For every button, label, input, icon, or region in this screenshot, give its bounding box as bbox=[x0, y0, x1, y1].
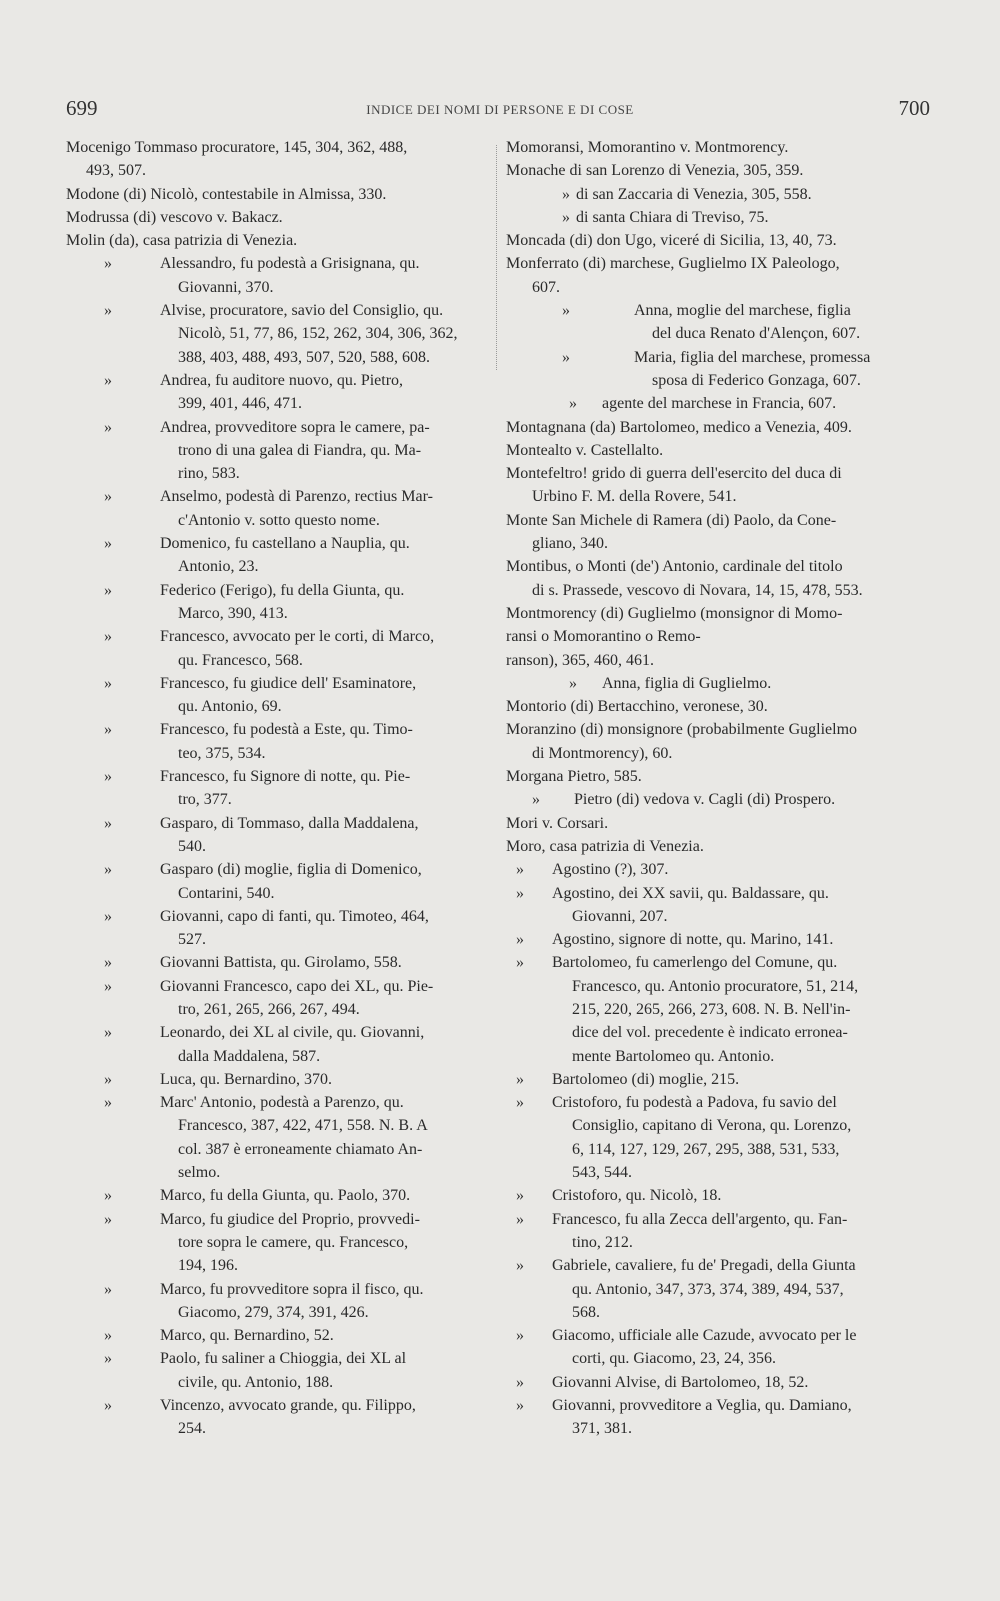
ditto-mark: » bbox=[104, 1327, 112, 1345]
index-entry bbox=[506, 718, 934, 765]
ditto-mark: » bbox=[104, 1187, 112, 1205]
ditto-mark: » bbox=[516, 1187, 524, 1205]
page-header bbox=[0, 96, 1000, 126]
entry-line: selmo. bbox=[178, 1164, 221, 1182]
entry-line: Luca, qu. Bernardino, 370. bbox=[160, 1070, 332, 1088]
entry-line: 493, 507. bbox=[86, 162, 146, 180]
entry-line: Francesco, fu Signore di notte, qu. Pie- bbox=[160, 768, 411, 786]
index-entry bbox=[506, 252, 934, 299]
index-entry bbox=[506, 1324, 934, 1371]
index-entry bbox=[506, 672, 934, 695]
index-entry bbox=[506, 858, 934, 881]
index-entry bbox=[66, 136, 486, 183]
index-entry bbox=[506, 462, 934, 509]
entry-line: di s. Prassede, vescovo di Novara, 14, 15, 478, 553. bbox=[532, 581, 863, 599]
entry-line: Giovanni Alvise, di Bartolomeo, 18, 52. bbox=[552, 1373, 809, 1391]
index-entry bbox=[506, 695, 934, 718]
right-column bbox=[506, 136, 934, 1441]
ditto-mark: » bbox=[104, 302, 112, 320]
ditto-mark: » bbox=[516, 1070, 524, 1088]
index-entry bbox=[66, 206, 486, 229]
index-entry bbox=[506, 882, 934, 929]
index-entry bbox=[506, 1184, 934, 1207]
entry-line: Agostino (?), 307. bbox=[552, 861, 669, 879]
entry-line: 607. bbox=[532, 278, 560, 296]
ditto-mark: » bbox=[104, 1210, 112, 1228]
index-entry bbox=[66, 1208, 486, 1278]
entry-line: Giovanni, provveditore a Veglia, qu. Damiano, bbox=[552, 1397, 852, 1415]
entry-line: del duca Renato d'Alençon, 607. bbox=[652, 325, 861, 343]
entry-line: Urbino F. M. della Rovere, 541. bbox=[532, 488, 737, 506]
entry-line: Federico (Ferigo), fu della Giunta, qu. bbox=[160, 581, 405, 599]
index-entry bbox=[66, 532, 486, 579]
entry-line: Monferrato (di) marchese, Guglielmo IX Paleologo, bbox=[506, 255, 840, 273]
entry-line: Paolo, fu saliner a Chioggia, dei XL al bbox=[160, 1350, 407, 1368]
ditto-mark: » bbox=[569, 395, 577, 413]
entry-line: tro, 377. bbox=[178, 791, 232, 809]
index-entry bbox=[506, 835, 934, 858]
entry-line: teo, 375, 534. bbox=[178, 744, 266, 762]
entry-line: Molin (da), casa patrizia di Venezia. bbox=[66, 232, 298, 250]
entry-line: mente Bartolomeo qu. Antonio. bbox=[572, 1047, 775, 1065]
ditto-mark: » bbox=[532, 791, 540, 809]
entry-line: Marc' Antonio, podestà a Parenzo, qu. bbox=[160, 1094, 404, 1112]
index-entry bbox=[66, 812, 486, 859]
index-entry bbox=[66, 183, 486, 206]
index-entry bbox=[506, 1394, 934, 1441]
column-divider bbox=[496, 145, 497, 370]
entry-line: Francesco, 387, 422, 471, 558. N. B. A bbox=[178, 1117, 428, 1135]
ditto-mark: » bbox=[104, 814, 112, 832]
entry-line: Monte San Michele di Ramera (di) Paolo, da Cone- bbox=[506, 511, 837, 529]
ditto-mark: » bbox=[516, 1327, 524, 1345]
index-entry bbox=[66, 1394, 486, 1441]
index-entry bbox=[66, 579, 486, 626]
index-entry bbox=[66, 1278, 486, 1325]
entry-line: qu. Francesco, 568. bbox=[178, 651, 303, 669]
index-entry bbox=[506, 183, 934, 206]
ditto-mark: » bbox=[104, 1070, 112, 1088]
page-number-right: 700 bbox=[898, 96, 930, 120]
entry-line: 527. bbox=[178, 931, 206, 949]
index-entry bbox=[506, 509, 934, 556]
ditto-mark: » bbox=[104, 418, 112, 436]
entry-line: Cristoforo, qu. Nicolò, 18. bbox=[552, 1187, 722, 1205]
entry-line: Leonardo, dei XL al civile, qu. Giovanni, bbox=[160, 1024, 425, 1042]
page-number-left: 699 bbox=[66, 96, 98, 120]
ditto-mark: » bbox=[516, 1210, 524, 1228]
entry-line: Monache di san Lorenzo di Venezia, 305, 359. bbox=[506, 162, 804, 180]
index-entry bbox=[66, 905, 486, 952]
index-entry bbox=[506, 1254, 934, 1324]
entry-line: tore sopra le camere, qu. Francesco, bbox=[178, 1233, 409, 1251]
entry-line: col. 387 è erroneamente chiamato An- bbox=[178, 1140, 423, 1158]
index-entry bbox=[506, 1371, 934, 1394]
ditto-mark: » bbox=[562, 348, 570, 366]
entry-line: Francesco, fu giudice dell' Esaminatore, bbox=[160, 674, 417, 692]
entry-line: sposa di Federico Gonzaga, 607. bbox=[652, 371, 861, 389]
ditto-mark: » bbox=[104, 1280, 112, 1298]
ditto-mark: » bbox=[104, 1024, 112, 1042]
index-entry bbox=[66, 1184, 486, 1207]
entry-line: tro, 261, 265, 266, 267, 494. bbox=[178, 1000, 360, 1018]
index-entry bbox=[506, 555, 934, 602]
ditto-mark: » bbox=[104, 628, 112, 646]
entry-line: Gasparo, di Tommaso, dalla Maddalena, bbox=[160, 814, 419, 832]
ditto-mark: » bbox=[104, 674, 112, 692]
ditto-mark: » bbox=[104, 1350, 112, 1368]
index-entry bbox=[66, 1021, 486, 1068]
entry-line: Cristoforo, fu podestà a Padova, fu savio del bbox=[552, 1094, 837, 1112]
entry-line: Marco, fu provveditore sopra il fisco, qu. bbox=[160, 1280, 424, 1298]
entry-line: Montibus, o Monti (de') Antonio, cardinale del titolo bbox=[506, 558, 843, 576]
entry-line: Giacomo, ufficiale alle Cazude, avvocato per le bbox=[552, 1327, 857, 1345]
ditto-mark: » bbox=[516, 1094, 524, 1112]
index-entry bbox=[506, 392, 934, 415]
entry-line: Giovanni Battista, qu. Girolamo, 558. bbox=[160, 954, 402, 972]
entry-line: Montagnana (da) Bartolomeo, medico a Venezia, 409. bbox=[506, 418, 852, 436]
entry-line: Francesco, qu. Antonio procuratore, 51, 214, bbox=[572, 977, 859, 995]
entry-line: Giacomo, 279, 374, 391, 426. bbox=[178, 1303, 369, 1321]
entry-line: Modone (di) Nicolò, contestabile in Almissa, 330. bbox=[66, 185, 387, 203]
ditto-mark: » bbox=[516, 954, 524, 972]
entry-line: Mori v. Corsari. bbox=[506, 814, 609, 832]
left-column bbox=[66, 136, 486, 1441]
index-entry bbox=[66, 229, 486, 252]
index-entry bbox=[66, 299, 486, 369]
entry-line: 215, 220, 265, 266, 273, 608. N. B. Nell'in- bbox=[572, 1000, 851, 1018]
ditto-mark: » bbox=[104, 488, 112, 506]
entry-line: Gasparo (di) moglie, figlia di Domenico, bbox=[160, 861, 422, 879]
entry-line: ranson), 365, 460, 461. bbox=[506, 651, 654, 669]
entry-line: Montmorency (di) Guglielmo (monsignor di Momo- bbox=[506, 604, 843, 622]
entry-line: Domenico, fu castellano a Nauplia, qu. bbox=[160, 535, 410, 553]
entry-line: Vincenzo, avvocato grande, qu. Filippo, bbox=[160, 1397, 416, 1415]
index-entry bbox=[66, 369, 486, 416]
index-entry bbox=[506, 299, 934, 346]
entry-line: Francesco, fu podestà a Este, qu. Timo- bbox=[160, 721, 413, 739]
entry-line: 399, 401, 446, 471. bbox=[178, 395, 302, 413]
entry-line: 568. bbox=[572, 1303, 600, 1321]
entry-line: Bartolomeo, fu camerlengo del Comune, qu. bbox=[552, 954, 838, 972]
entry-line: c'Antonio v. sotto questo nome. bbox=[178, 511, 380, 529]
entry-line: di Montmorency), 60. bbox=[532, 744, 673, 762]
entry-line: 6, 114, 127, 129, 267, 295, 388, 531, 533, bbox=[572, 1140, 840, 1158]
ditto-mark: » bbox=[516, 861, 524, 879]
entry-line: Gabriele, cavaliere, fu de' Pregadi, della Giunta bbox=[552, 1257, 856, 1275]
ditto-mark: » bbox=[516, 884, 524, 902]
index-entry bbox=[506, 416, 934, 439]
entry-line: gliano, 340. bbox=[532, 535, 608, 553]
entry-line: ransi o Momorantino o Remo- bbox=[506, 628, 701, 646]
entry-line: Momoransi, Momorantino v. Montmorency. bbox=[506, 139, 789, 156]
entry-line: Marco, fu giudice del Proprio, provvedi- bbox=[160, 1210, 420, 1228]
entry-line: tino, 212. bbox=[572, 1233, 633, 1251]
index-entry bbox=[66, 416, 486, 486]
index-entry bbox=[506, 206, 934, 229]
entry-line: Moro, casa patrizia di Venezia. bbox=[506, 837, 704, 855]
index-entry bbox=[506, 928, 934, 951]
entry-line: 540. bbox=[178, 837, 206, 855]
entry-line: Giovanni, capo di fanti, qu. Timoteo, 464, bbox=[160, 907, 429, 925]
index-entry bbox=[506, 439, 934, 462]
entry-line: Marco, fu della Giunta, qu. Paolo, 370. bbox=[160, 1187, 411, 1205]
index-entry bbox=[506, 346, 934, 393]
index-entry bbox=[506, 812, 934, 835]
entry-line: 371, 381. bbox=[572, 1420, 632, 1438]
index-entry bbox=[66, 975, 486, 1022]
entry-line: di santa Chiara di Treviso, 75. bbox=[576, 208, 769, 226]
index-entry bbox=[66, 625, 486, 672]
entry-line: Modrussa (di) vescovo v. Bakacz. bbox=[66, 208, 283, 226]
index-entry bbox=[66, 765, 486, 812]
entry-line: 194, 196. bbox=[178, 1257, 238, 1275]
index-entry bbox=[66, 858, 486, 905]
entry-line: Francesco, avvocato per le corti, di Marco, bbox=[160, 628, 435, 646]
ditto-mark: » bbox=[104, 1094, 112, 1112]
entry-line: Anselmo, podestà di Parenzo, rectius Mar- bbox=[160, 488, 433, 506]
entry-line: 543, 544. bbox=[572, 1164, 632, 1182]
entry-line: Montealto v. Castellalto. bbox=[506, 441, 664, 459]
index-entry bbox=[66, 1347, 486, 1394]
entry-line: qu. Antonio, 347, 373, 374, 389, 494, 537, bbox=[572, 1280, 844, 1298]
entry-line: Consiglio, capitano di Verona, qu. Lorenzo, bbox=[572, 1117, 852, 1135]
entry-line: 388, 403, 488, 493, 507, 520, 588, 608. bbox=[178, 348, 430, 366]
ditto-mark: » bbox=[516, 1257, 524, 1275]
ditto-mark: » bbox=[104, 721, 112, 739]
entry-line: Francesco, fu alla Zecca dell'argento, qu. Fan- bbox=[552, 1210, 848, 1228]
entry-line: dice del vol. precedente è indicato erronea- bbox=[572, 1024, 848, 1042]
running-title: INDICE DEI NOMI DI PERSONE E DI COSE bbox=[366, 102, 634, 117]
entry-line: 254. bbox=[178, 1420, 206, 1438]
index-entry bbox=[506, 765, 934, 788]
ditto-mark: » bbox=[562, 302, 570, 320]
entry-line: Morgana Pietro, 585. bbox=[506, 768, 642, 786]
entry-line: Bartolomeo (di) moglie, 215. bbox=[552, 1070, 740, 1088]
ditto-mark: » bbox=[104, 954, 112, 972]
entry-line: rino, 583. bbox=[178, 465, 240, 483]
entry-line: corti, qu. Giacomo, 23, 24, 356. bbox=[572, 1350, 776, 1368]
entry-line: Antonio, 23. bbox=[178, 558, 259, 576]
ditto-mark: » bbox=[516, 1373, 524, 1391]
ditto-mark: » bbox=[104, 255, 112, 273]
ditto-mark: » bbox=[104, 977, 112, 995]
entry-line: Contarini, 540. bbox=[178, 884, 275, 902]
index-entry bbox=[506, 159, 934, 182]
entry-line: Giovanni, 207. bbox=[572, 907, 668, 925]
index-entry bbox=[66, 252, 486, 299]
index-entry bbox=[506, 788, 934, 811]
index-entry bbox=[506, 1068, 934, 1091]
index-entry bbox=[506, 602, 934, 672]
index-entry bbox=[66, 1324, 486, 1347]
index-entry bbox=[66, 718, 486, 765]
entry-line: Moranzino (di) monsignore (probabilmente Guglielmo bbox=[506, 721, 858, 739]
ditto-mark: » bbox=[562, 208, 570, 226]
ditto-mark: » bbox=[104, 581, 112, 599]
entry-line: Maria, figlia del marchese, promessa bbox=[634, 348, 871, 366]
ditto-mark: » bbox=[104, 768, 112, 786]
index-entry bbox=[506, 229, 934, 252]
ditto-mark: » bbox=[569, 674, 577, 692]
entry-line: Agostino, dei XX savii, qu. Baldassare, qu. bbox=[552, 884, 829, 902]
entry-line: Montefeltro! grido di guerra dell'esercito del duca di bbox=[506, 465, 842, 483]
index-entry bbox=[506, 951, 934, 1067]
entry-line: trono di una galea di Fiandra, qu. Ma- bbox=[178, 441, 422, 459]
entry-line: Anna, figlia di Guglielmo. bbox=[602, 674, 772, 692]
entry-line: Giovanni Francesco, capo dei XL, qu. Pie- bbox=[160, 977, 434, 995]
index-entry bbox=[66, 951, 486, 974]
entry-line: Pietro (di) vedova v. Cagli (di) Prospero. bbox=[574, 791, 836, 809]
index-entry bbox=[66, 1068, 486, 1091]
entry-line: Agostino, signore di notte, qu. Marino, 141. bbox=[552, 931, 834, 949]
entry-line: Andrea, provveditore sopra le camere, pa- bbox=[160, 418, 430, 436]
index-entry bbox=[506, 136, 934, 159]
ditto-mark: » bbox=[104, 861, 112, 879]
entry-line: Nicolò, 51, 77, 86, 152, 262, 304, 306, 362, bbox=[178, 325, 458, 343]
entry-line: di san Zaccaria di Venezia, 305, 558. bbox=[576, 185, 812, 203]
ditto-mark: » bbox=[516, 931, 524, 949]
entry-line: Anna, moglie del marchese, figlia bbox=[634, 302, 851, 320]
entry-line: Marco, 390, 413. bbox=[178, 604, 288, 622]
index-entry bbox=[66, 672, 486, 719]
index-entry bbox=[506, 1208, 934, 1255]
entry-line: Alessandro, fu podestà a Grisignana, qu. bbox=[160, 255, 420, 273]
entry-line: civile, qu. Antonio, 188. bbox=[178, 1373, 334, 1391]
entry-line: Marco, qu. Bernardino, 52. bbox=[160, 1327, 334, 1345]
ditto-mark: » bbox=[104, 535, 112, 553]
entry-line: Moncada (di) don Ugo, viceré di Sicilia, 13, 40, 73. bbox=[506, 232, 837, 250]
index-entry bbox=[66, 1091, 486, 1184]
ditto-mark: » bbox=[104, 371, 112, 389]
entry-line: Montorio (di) Bertacchino, veronese, 30. bbox=[506, 698, 768, 716]
ditto-mark: » bbox=[104, 1397, 112, 1415]
ditto-mark: » bbox=[104, 907, 112, 925]
ditto-mark: » bbox=[562, 185, 570, 203]
index-entry bbox=[66, 485, 486, 532]
entry-line: Alvise, procuratore, savio del Consiglio, qu. bbox=[160, 302, 444, 320]
index-entry bbox=[506, 1091, 934, 1184]
entry-line: Giovanni, 370. bbox=[178, 278, 274, 296]
entry-line: dalla Maddalena, 587. bbox=[178, 1047, 321, 1065]
ditto-mark: » bbox=[516, 1397, 524, 1415]
entry-line: qu. Antonio, 69. bbox=[178, 698, 282, 716]
entry-line: Andrea, fu auditore nuovo, qu. Pietro, bbox=[160, 371, 404, 389]
entry-line: agente del marchese in Francia, 607. bbox=[602, 395, 837, 413]
entry-line: Mocenigo Tommaso procuratore, 145, 304, 362, 488, bbox=[66, 139, 408, 156]
